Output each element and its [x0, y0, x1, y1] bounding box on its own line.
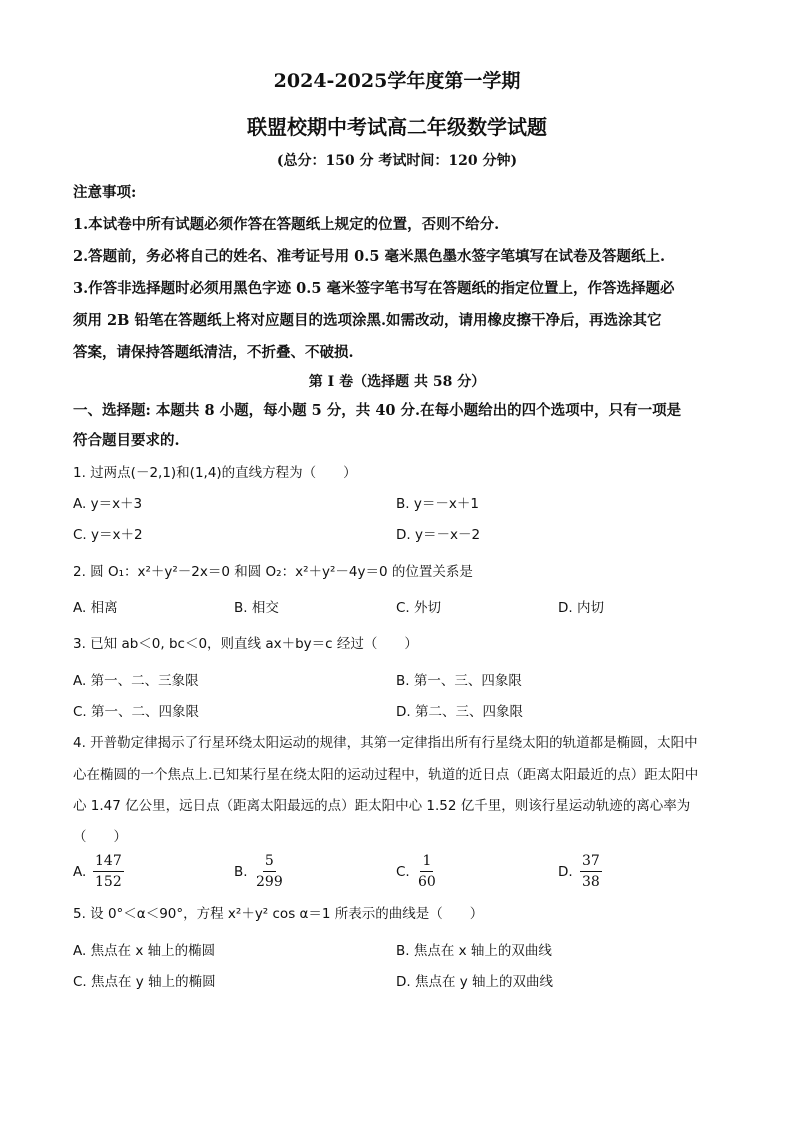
fraction-numerator: 147 [93, 853, 124, 872]
question-2-option-c: C. 外切 [396, 600, 442, 616]
note-item: 2.答题前，务必将自己的姓名、准考证号用 0.5 毫米黑色墨水签字笔填写在试卷及答题纸上. [73, 248, 666, 265]
note-item: 答案，请保持答题纸清洁，不折叠、不破损. [73, 344, 354, 361]
question-4-stem-line: 心 1.47 亿公里，远日点（距离太阳最远的点）距太阳中心 1.52 亿千里，则该行星运动轨迹的离心率为 [73, 798, 691, 814]
fraction-numerator: 37 [580, 853, 602, 872]
section-intro: 一、选择题: 本题共 8 小题，每小题 5 分，共 40 分.在每小题给出的四个选项中，只有一项是 [73, 402, 682, 419]
question-4-option-a-fraction [93, 853, 124, 890]
fraction-numerator: 5 [263, 853, 276, 872]
question-5-option-d: D. 焦点在 y 轴上的双曲线 [396, 974, 554, 990]
note-item: 须用 2B 铅笔在答题纸上将对应题目的选项涂黑.如需改动，请用橡皮擦干净后，再选涂其它 [73, 312, 662, 329]
question-5-option-c: C. 焦点在 y 轴上的椭圆 [73, 974, 216, 990]
question-3-option-d: D. 第二、三、四象限 [396, 704, 523, 720]
section-title: 第 I 卷（选择题 共 58 分） [308, 374, 486, 390]
question-1-option-d: D. y＝－x－2 [396, 527, 481, 543]
fraction-denominator: 38 [582, 874, 600, 890]
question-4-stem-line: 4. 开普勒定律揭示了行星环绕太阳运动的规律，其第一定律指出所有行星绕太阳的轨道都是椭圆，太阳中 [73, 735, 698, 751]
section-intro: 符合题目要求的. [73, 432, 180, 449]
fraction-numerator: 1 [420, 853, 433, 872]
exam-title: 联盟校期中考试高二年级数学试题 [247, 115, 547, 139]
question-2-option-b: B. 相交 [234, 600, 279, 616]
fraction-denominator: 299 [256, 874, 283, 890]
question-1-option-c: C. y＝x＋2 [73, 527, 143, 543]
question-2-stem: 2. 圆 O₁：x²＋y²－2x＝0 和圆 O₂：x²＋y²－4y＝0 的位置关系是 [73, 564, 473, 580]
question-2-option-a: A. 相离 [73, 600, 118, 616]
exam-subtitle: (总分：150 分 考试时间：120 分钟) [276, 153, 518, 169]
note-item: 3.作答非选择题时必须用黑色字迹 0.5 毫米签字笔书写在答题纸的指定位置上，作答选择题必 [73, 280, 675, 297]
question-3-stem: 3. 已知 ab＜0, bc＜0，则直线 ax＋by＝c 经过（ ） [73, 636, 418, 652]
fraction-denominator: 60 [418, 874, 436, 890]
exam-term-title: 2024-2025学年度第一学期 [273, 70, 521, 92]
question-1-stem: 1. 过两点(－2,1)和(1,4)的直线方程为（ ） [73, 465, 357, 481]
question-4-stem-line: 心在椭圆的一个焦点上.已知某行星在绕太阳的运动过程中，轨道的近日点（距离太阳最近的点）距太阳中 [73, 767, 699, 783]
question-5-option-b: B. 焦点在 x 轴上的双曲线 [396, 943, 552, 959]
question-4-option-c-fraction [418, 853, 436, 890]
question-4-option-b-fraction [256, 853, 283, 890]
question-4-option-d-fraction [580, 853, 602, 890]
question-4-option-c-label: C. [396, 864, 410, 880]
question-4-option-d-label: D. [558, 864, 573, 880]
question-1-option-a: A. y＝x＋3 [73, 496, 143, 512]
question-4-option-b-label: B. [234, 864, 248, 880]
question-5-option-a: A. 焦点在 x 轴上的椭圆 [73, 943, 216, 959]
question-1-option-b: B. y＝－x＋1 [396, 496, 479, 512]
question-3-option-b: B. 第一、三、四象限 [396, 673, 522, 689]
question-3-option-c: C. 第一、二、四象限 [73, 704, 200, 720]
question-2-option-d: D. 内切 [558, 600, 604, 616]
note-item: 1.本试卷中所有试题必须作答在答题纸上规定的位置，否则不给分. [73, 216, 500, 233]
notes-heading: 注意事项: [73, 184, 137, 201]
question-4-option-a-label: A. [73, 864, 87, 880]
fraction-denominator: 152 [95, 874, 122, 890]
question-4-stem-line: （ ） [73, 829, 127, 845]
question-5-stem: 5. 设 0°＜α＜90°，方程 x²＋y² cos α＝1 所表示的曲线是（ ） [73, 906, 484, 922]
question-3-option-a: A. 第一、二、三象限 [73, 673, 199, 689]
